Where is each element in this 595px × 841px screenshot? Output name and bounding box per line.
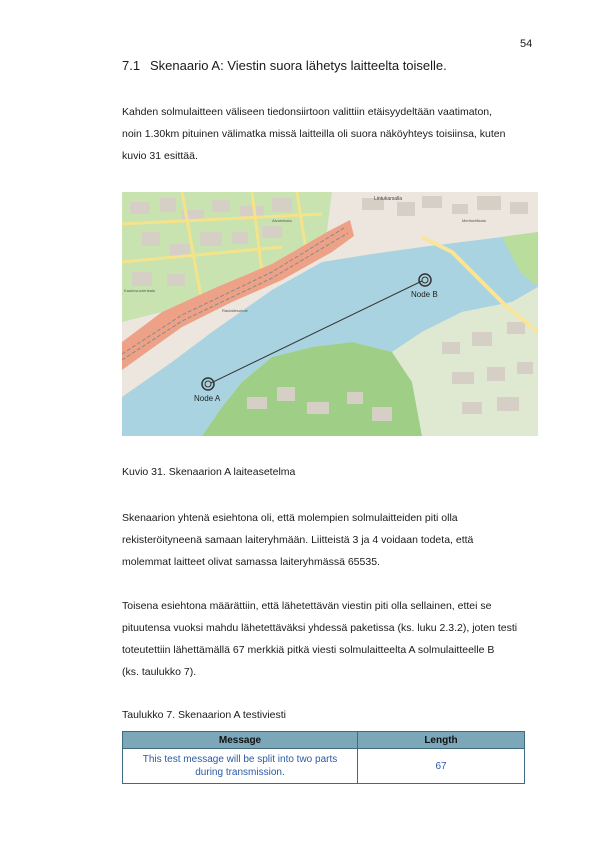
node-b-label: Node B [411, 290, 438, 299]
place-label: Lintukarsalla [374, 196, 403, 202]
figure-caption: Kuvio 31. Skenaarion A laiteasetelma [122, 466, 296, 478]
map-figure [122, 192, 538, 436]
paragraph-line: pituutensa vuoksi mahdu lähetettäväksi yhdessä paketissa (ks. luku 2.3.2), joten testi [122, 622, 518, 634]
cell-message: This test message will be split into two parts during transmission. [123, 749, 358, 784]
page-number: 54 [520, 38, 533, 50]
header-length: Length [358, 732, 525, 749]
paragraph-line: kuvio 31 esittää. [122, 150, 198, 162]
paragraph-line: toteutettiin lähettämällä 67 merkkiä pitkä viesti solmulaitteelta A solmulaitteelle B [122, 644, 495, 656]
paragraph-line: noin 1.30km pituinen välimatka missä laitteilla oli suora näköyhteys toisiinsa, kuten [122, 128, 506, 140]
paragraph-line: molemmat laitteet olivat samassa laiteryhmässä 65535. [122, 556, 380, 568]
paragraph-line: Toisena esiehtona määrättiin, että lähetettävän viestin piti olla sellainen, ettei se [122, 600, 492, 612]
intro-paragraph [122, 101, 542, 167]
cell-length: 67 [358, 749, 525, 784]
table-caption: Taulukko 7. Skenaarion A testiviesti [122, 709, 287, 721]
place-label: Rautatiesuhde [222, 308, 248, 313]
prerequisite-paragraph-2 [122, 595, 542, 683]
node-a-label: Node A [194, 394, 221, 403]
place-label: Meritonttikatu [462, 218, 487, 223]
paragraph-line: (ks. taulukko 7). [122, 666, 197, 678]
place-label: Kaukovuorenkatu [124, 288, 156, 293]
paragraph-line: rekisteröityneenä samaan laiteryhmään. Liitteistä 3 ja 4 voidaan todeta, että [122, 534, 474, 546]
prerequisite-paragraph-1 [122, 507, 542, 573]
place-label: Alvarinkatu [272, 218, 292, 223]
table-header-row [123, 732, 525, 749]
section-number: 7.1 [122, 58, 141, 73]
paragraph-line: Skenaarion yhtenä esiehtona oli, että molempien solmulaitteiden piti olla [122, 512, 458, 524]
section-title: Skenaario A: Viestin suora lähetys laitteelta toiselle. [150, 58, 447, 73]
section-heading [122, 58, 447, 73]
table-row [123, 749, 525, 784]
paragraph-line: Kahden solmulaitteen väliseen tiedonsiirtoon valittiin etäisyydeltään vaatimaton, [122, 106, 493, 118]
message-table [122, 731, 525, 784]
header-message: Message [123, 732, 358, 749]
